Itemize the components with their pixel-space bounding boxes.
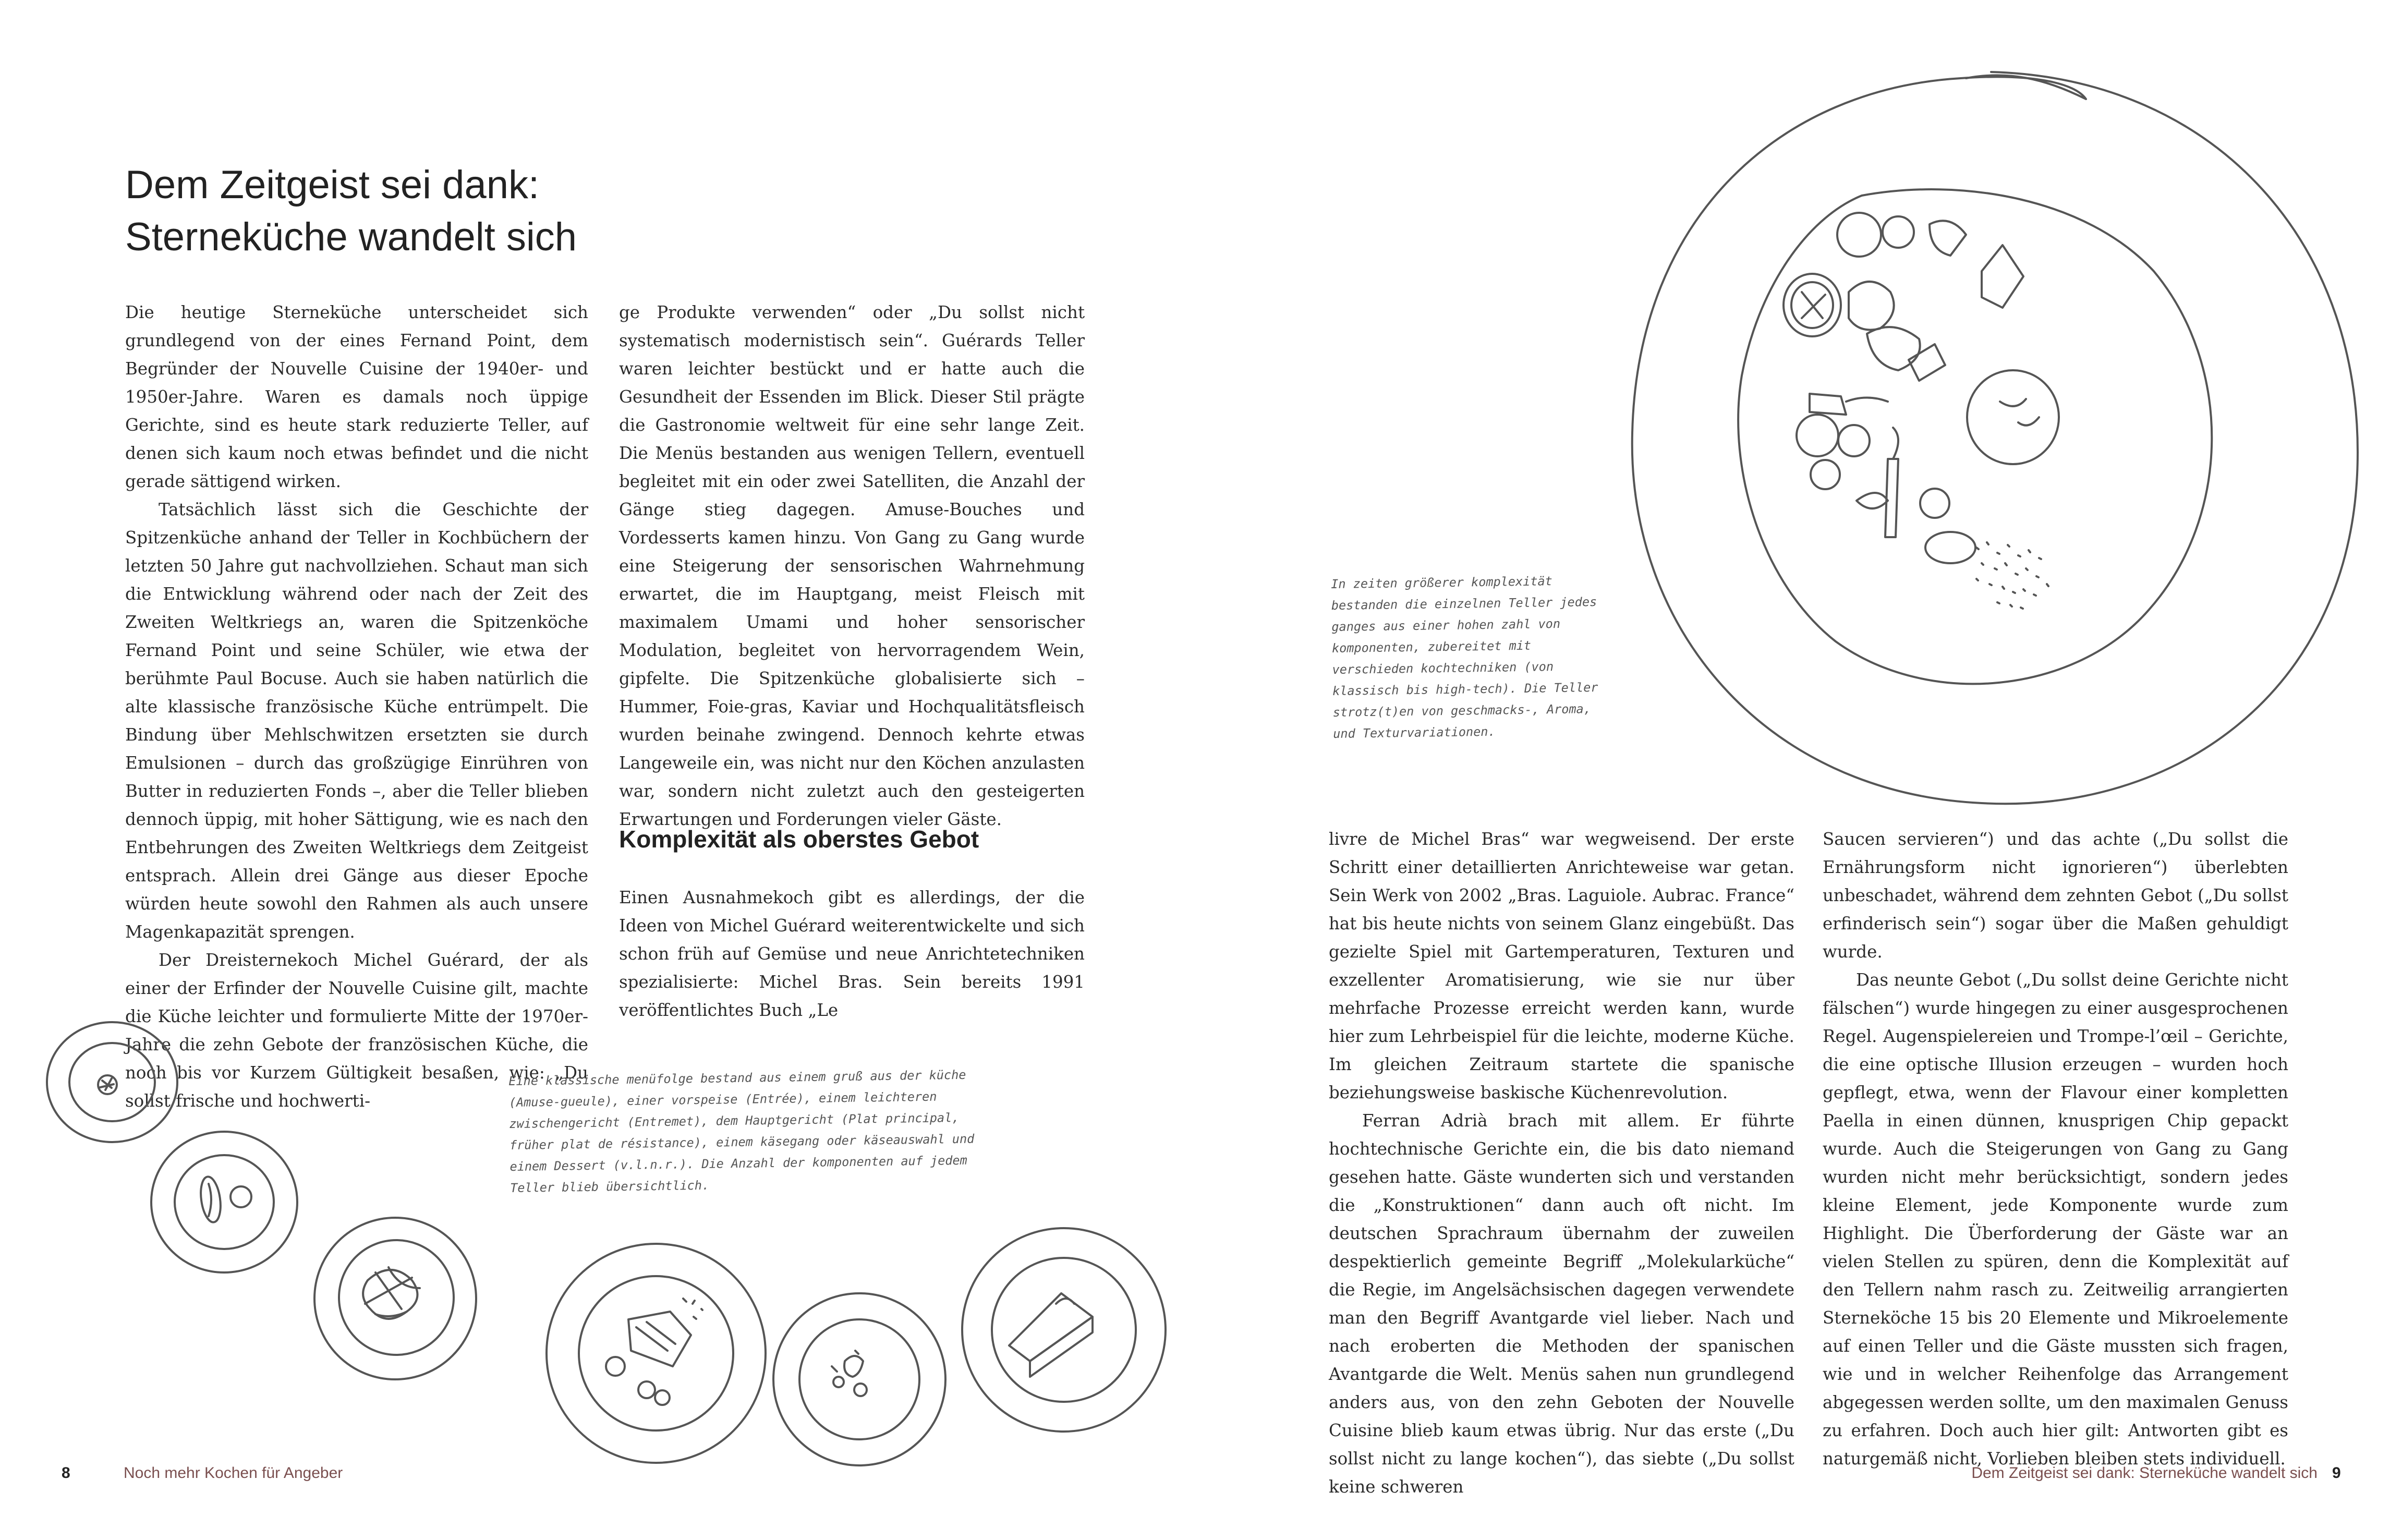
page-number-right: 9 xyxy=(2332,1464,2341,1482)
complexity-caption: In zeiten größerer komplexität bestanden die einzelnen Teller jedes ganges aus einer hohen zahl von komponenten, zubereitet mit verschieden kochtechniken (von klassisch bis high-tech). Die Teller strotz(t)en von geschmacks-, Aroma, und Texturvariationen. xyxy=(1331,574,1598,741)
paragraph: Saucen servieren“) und das achte („Du sollst die Ernährungsform nicht ignorieren“) überlebten unbeschadet, während dem zehnten Gebot („Du sollst erfinderisch sein“) sogar über die Maßen gehuldigt wurde. xyxy=(1823,829,2288,962)
paragraph: Das neunte Gebot („Du sollst deine Gerichte nicht fälschen“) wurde hingegen zu einer ausgesprochenen Regel. Augenspielereien und Trompe-l’œil – Gerichte, die eine optische Illusion erzeugen – wurden hoch gepflegt, etwa, wenn der Flavour einer kompletten Paella in einen dünnen, knusprigen Chip gepackt wurde. Auch die Steigerungen von Gang zu Gang wurden nicht mehr berücksichtigt, sondern jedes kleine Element, jede Komponente wurde zum Highlight. Die Überforderung der Gäste war an vielen Stellen zu spüren, denn die Komplexität auf den Tellern nahm rasch zu. Zeitweilig arrangierten Sterneköche 15 bis 20 Elemente und Mikroelemente auf einen Teller und die Gäste mussten sich fragen, wie und in welcher Reihenfolge das Arrangement abgegessen werden sollte, um den maximalen Genuss zu erfahren. Doch auch hier gilt: Antworten gibt es naturgemäß nicht, Vorlieben bleiben stets individuell. xyxy=(1823,970,2288,1469)
paragraph: Die heutige Sterneküche unterscheidet sich grundlegend von der eines Fernand Point, dem Begründer der Nouvelle Cuisine der 1940er- und 1950er-Jahre. Waren es damals noch üppige Gerichte, sind es heute stark reduzierte Teller, auf denen sich kaum noch etwas befindet und die nicht gerade sättigend wirken. xyxy=(125,302,588,491)
section-heading: Komplexität als oberstes Gebot xyxy=(619,826,979,853)
page-number-left: 8 xyxy=(62,1464,70,1482)
right-column-1 xyxy=(1329,825,1794,1501)
menu-sequence-caption: Eine klassische menüfolge bestand aus einem gruß aus der küche (Amuse-gueule), einer vorspeise (Entrée), einem leichteren zwischengericht (Entremet), dem Hauptgericht (Plat principal, früher plat de résistance), einem käsegang oder käseauswahl und einem Dessert (v.l.n.r.). Die Anzahl der komponenten auf jedem Teller blieb übersichtlich. xyxy=(508,1067,975,1195)
running-footer-left: Noch mehr Kochen für Angeber xyxy=(124,1464,343,1482)
page-title-line-1: Dem Zeitgeist sei dank: xyxy=(125,163,540,207)
paragraph: Der Dreisternekoch Michel Guérard, der als einer der Erfinder der Nouvelle Cuisine gilt, machte die Küche leichter und formulierte Mitte der 1970er-Jahre die zehn Gebote der französischen Küche, die noch bis vor Kurzem Gültigkeit besaßen, wie: „Du sollst frische und hochwerti- xyxy=(125,950,588,1111)
paragraph: Tatsächlich lässt sich die Geschichte der Spitzenküche anhand der Teller in Kochbüchern der letzten 50 Jahre gut nachvollziehen. Schaut man sich die Entwicklung während oder nach der Zeit des Zweiten Weltkriegs an, waren die Spitzenköche Fernand Point und seine Schüler, wie etwa der berühmte Paul Bocuse. Auch sie haben natürlich die alte klassische französische Küche entrümpelt. Die Bindung über Mehlschwitzen ersetzten sie durch Emulsionen – durch das großzügige Einrühren von Butter in reduzierten Fonds –, aber die Teller blieben dennoch üppig, mit hoher Sättigung, wie es nach den Entbehrungen des Zweiten Weltkriegs dem Zeitgeist entsprach. Allein drei Gänge aus dieser Epoche würden heute sowohl den Rahmen als auch unsere Magenkapazität sprengen. xyxy=(125,500,588,942)
paragraph: Einen Ausnahmekoch gibt es allerdings, der die Ideen von Michel Guérard weiterentwickelte und sich schon früh auf Gemüse und neue Anrichtetechniken spezialisierte: Michel Bras. Sein bereits 1991 veröffentlichtes Buch „Le xyxy=(619,888,1085,1020)
large-plate-inner-rim xyxy=(1738,189,2212,684)
paragraph: livre de Michel Bras“ war wegweisend. Der erste Schritt einer detaillierten Anrichteweise war getan. Sein Werk von 2002 „Bras. Laguiole. Aubrac. France“ hat bis heute nichts von seinem Glanz eingebüßt. Das gezielte Spiel mit Gartemperaturen, Texturen und exzellenter Aromatisierung, wie sie nur über mehrfache Prozesse erreicht werden kann, wurde hier zum Lehrbeispiel für die leichte, moderne Küche. Im gleichen Zeitraum startete die spanische beziehungsweise baskische Küchenrevolution. xyxy=(1329,829,1794,1102)
right-column-2 xyxy=(1823,825,2288,1473)
plate-components xyxy=(1784,213,2059,563)
paragraph: ge Produkte verwenden“ oder „Du sollst nicht systematisch modernistisch sein“. Guérards Teller waren leichter bestückt und er hatte auch die Gesundheit der Essenden im Blick. Dieser Stil prägte die Gastronomie weltweit für eine sehr lange Zeit. Die Menüs bestanden aus wenigen Tellern, eventuell begleitet mit ein oder zwei Satelliten, die Anzahl der Gänge stieg dagegen. Amuse-Bouches und Vordesserts kamen hinzu. Von Gang zu Gang wurde eine Steigerung der sensorischen Wahrnehmung erwartet, die im Hauptgang, meist Fleisch mit maximalem Umami und hoher sensorischer Modulation, begleitet von hervorragendem Wein, gipfelte. Die Spitzenküche globalisierte sich – Hummer, Foie-gras, Kaviar und Hochqualitätsfleisch wurden beinahe zwingend. Dennoch kehrte etwas Langeweile ein, was nicht nur den Köchen anzulasten war, sondern nicht zuletzt auch den gesteigerten Erwartungen und Forderungen vieler Gäste. xyxy=(619,302,1085,829)
crumbs-texture xyxy=(1976,542,2048,609)
paragraph: Ferran Adrià brach mit allem. Er führte hochtechnische Gerichte ein, die bis dato niemand gesehen hatte. Gäste wunderten sich und verstanden die „Konstruktionen“ dann auch oft nicht. Im deutschen Sprachraum übernahm der zuweilen despektierlich gemeinte Begriff „Molekularküche“ die Regie, im Angelsächsischen dagegen verwendete man den Begriff Avantgarde viel lieber. Nach und nach eroberten die Methoden der spanischen Avantgarde die Welt. Menüs sahen nun grundlegend anders aus, von den zehn Geboten der Nouvelle Cuisine blieb kaum etwas übrig. Nur das erste („Du sollst nicht zu lange kochen“), das siebte („Du sollst keine schweren xyxy=(1329,1111,1794,1497)
page-title-line-2: Sterneküche wandelt sich xyxy=(125,215,577,259)
running-footer-right: Dem Zeitgeist sei dank: Sterneküche wandelt sich xyxy=(1971,1464,2318,1482)
large-plate-rim xyxy=(1632,72,2358,804)
